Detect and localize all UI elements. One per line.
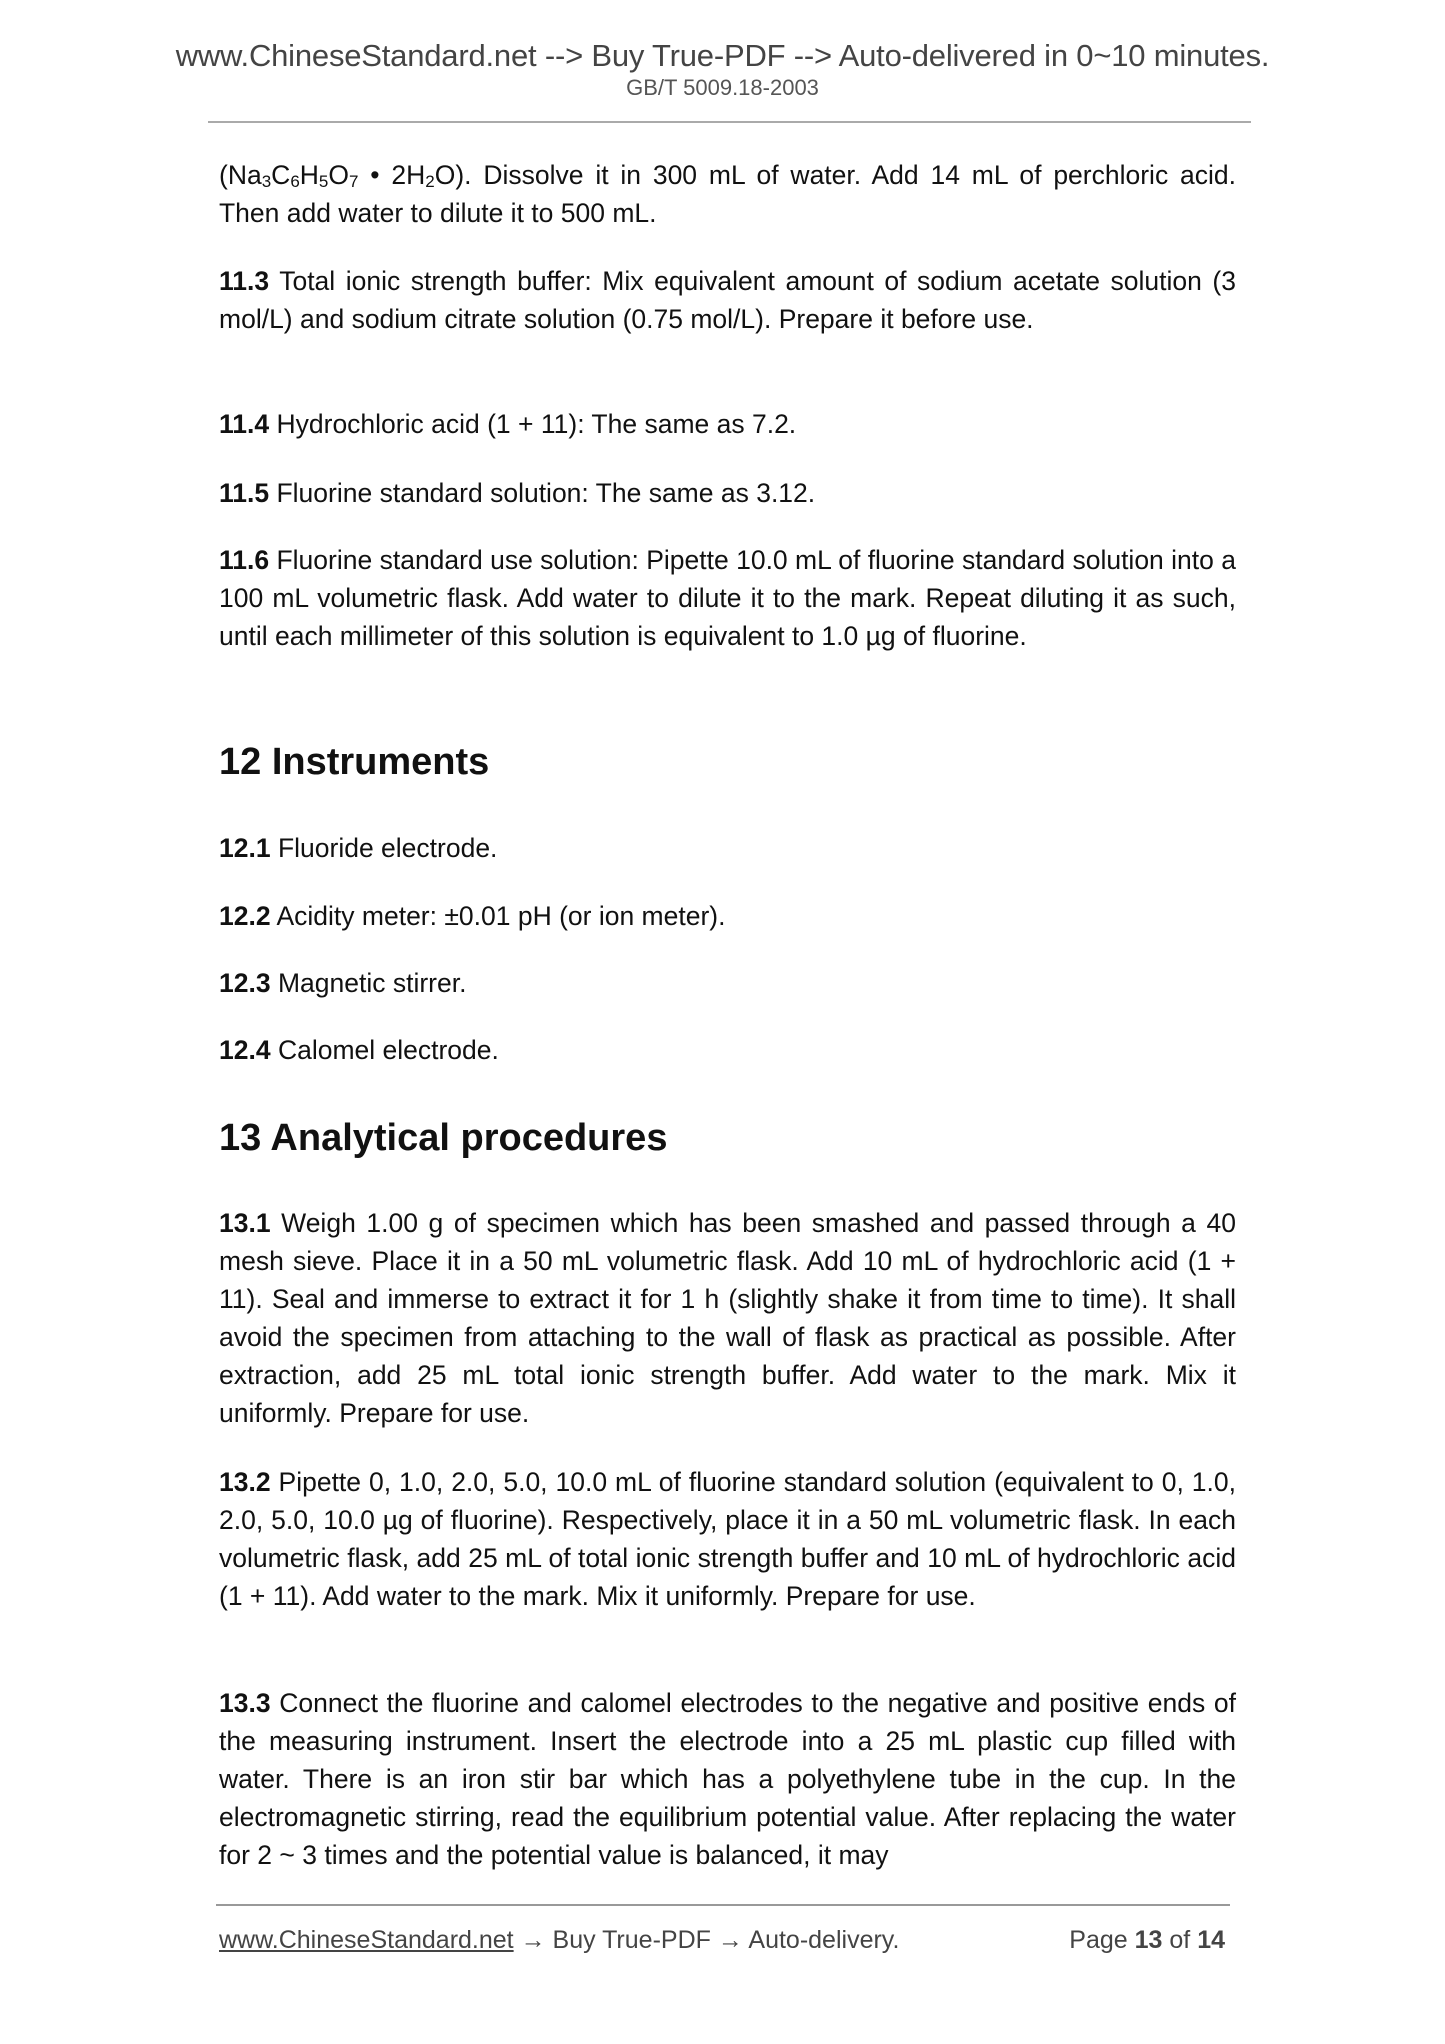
clause-12-1: 12.1 Fluoride electrode. [219,833,498,863]
footer-link[interactable]: www.ChineseStandard.net [219,1926,514,1954]
clause-13-3: 13.3 Connect the fluorine and calomel electrodes to the negative and positive ends of the measuring instrument. Insert the electrode into a 25 mL plastic cup filled with water. There is an iron stir bar which has a polyethylene tube in the cup. In the electromagnetic stirring, read the equilibrium potential value. After replacing the water for 2 ~ 3 times and the potential value is balanced, it may [219,1688,1236,1870]
header-divider [208,121,1251,123]
page-indicator: Page 13 of 14 [1069,1926,1225,1954]
footer-divider [216,1904,1230,1906]
header-banner: www.ChineseStandard.net --> Buy True-PDF --> Auto-delivered in 0~10 minutes. [175,38,1270,73]
clause-13-1: 13.1 Weigh 1.00 g of specimen which has been smashed and passed through a 40 mesh sieve. Place it in a 50 mL volumetric flask. Add 10 mL of hydrochloric acid (1 + 11). Seal and immerse to extract it for 1 h (slightly shake it from time to time). It shall avoid the specimen from attaching to the wall of flask as practical as possible. After extraction, add 25 mL total ionic strength buffer. Add water to the mark. Mix it uniformly. Prepare for use. [219,1208,1236,1428]
standard-number: GB/T 5009.18-2003 [626,75,819,100]
clause-11-3: 11.3 Total ionic strength buffer: Mix equivalent amount of sodium acetate solution (3 mol/L) and sodium citrate solution (0.75 mol/L). Prepare it before use. [219,266,1236,334]
clause-12-4: 12.4 Calomel electrode. [219,1035,499,1065]
clause-12-2: 12.2 Acidity meter: ±0.01 pH (or ion meter). [219,901,726,931]
paragraph-continued: ($Na_3C_6H_5O_7$ • $2H_2O$). Dissolve it in 300 mL of water. Add 14 mL of perchloric acid. Then add water to dilute it to 500 mL. [219,160,1236,228]
footer-left: www.ChineseStandard.net → Buy True-PDF → Auto-delivery. [219,1926,900,1954]
clause-12-3: 12.3 Magnetic stirrer. [219,968,467,998]
section-heading-13: 13 Analytical procedures [219,1117,668,1159]
section-heading-12: 12 Instruments [219,741,490,783]
clause-11-4: 11.4 Hydrochloric acid (1 + 11): The same as 7.2. [219,409,797,439]
clause-11-5: 11.5 Fluorine standard solution: The same as 3.12. [219,478,816,508]
clause-13-2: 13.2 Pipette 0, 1.0, 2.0, 5.0, 10.0 mL of fluorine standard solution (equivalent to 0, 1.0, 2.0, 5.0, 10.0 µg of fluorine). Respectively, place it in a 50 mL volumetric flask. In each volumetric flask, add 25 mL of total ionic strength buffer and 10 mL of hydrochloric acid (1 + 11). Add water to the mark. Mix it uniformly. Prepare for use. [219,1467,1236,1611]
clause-11-6: 11.6 Fluorine standard use solution: Pipette 10.0 mL of fluorine standard solution into a 100 mL volumetric flask. Add water to dilute it to the mark. Repeat diluting it as such, until each millimeter of this solution is equivalent to 1.0 µg of fluorine. [219,545,1236,651]
